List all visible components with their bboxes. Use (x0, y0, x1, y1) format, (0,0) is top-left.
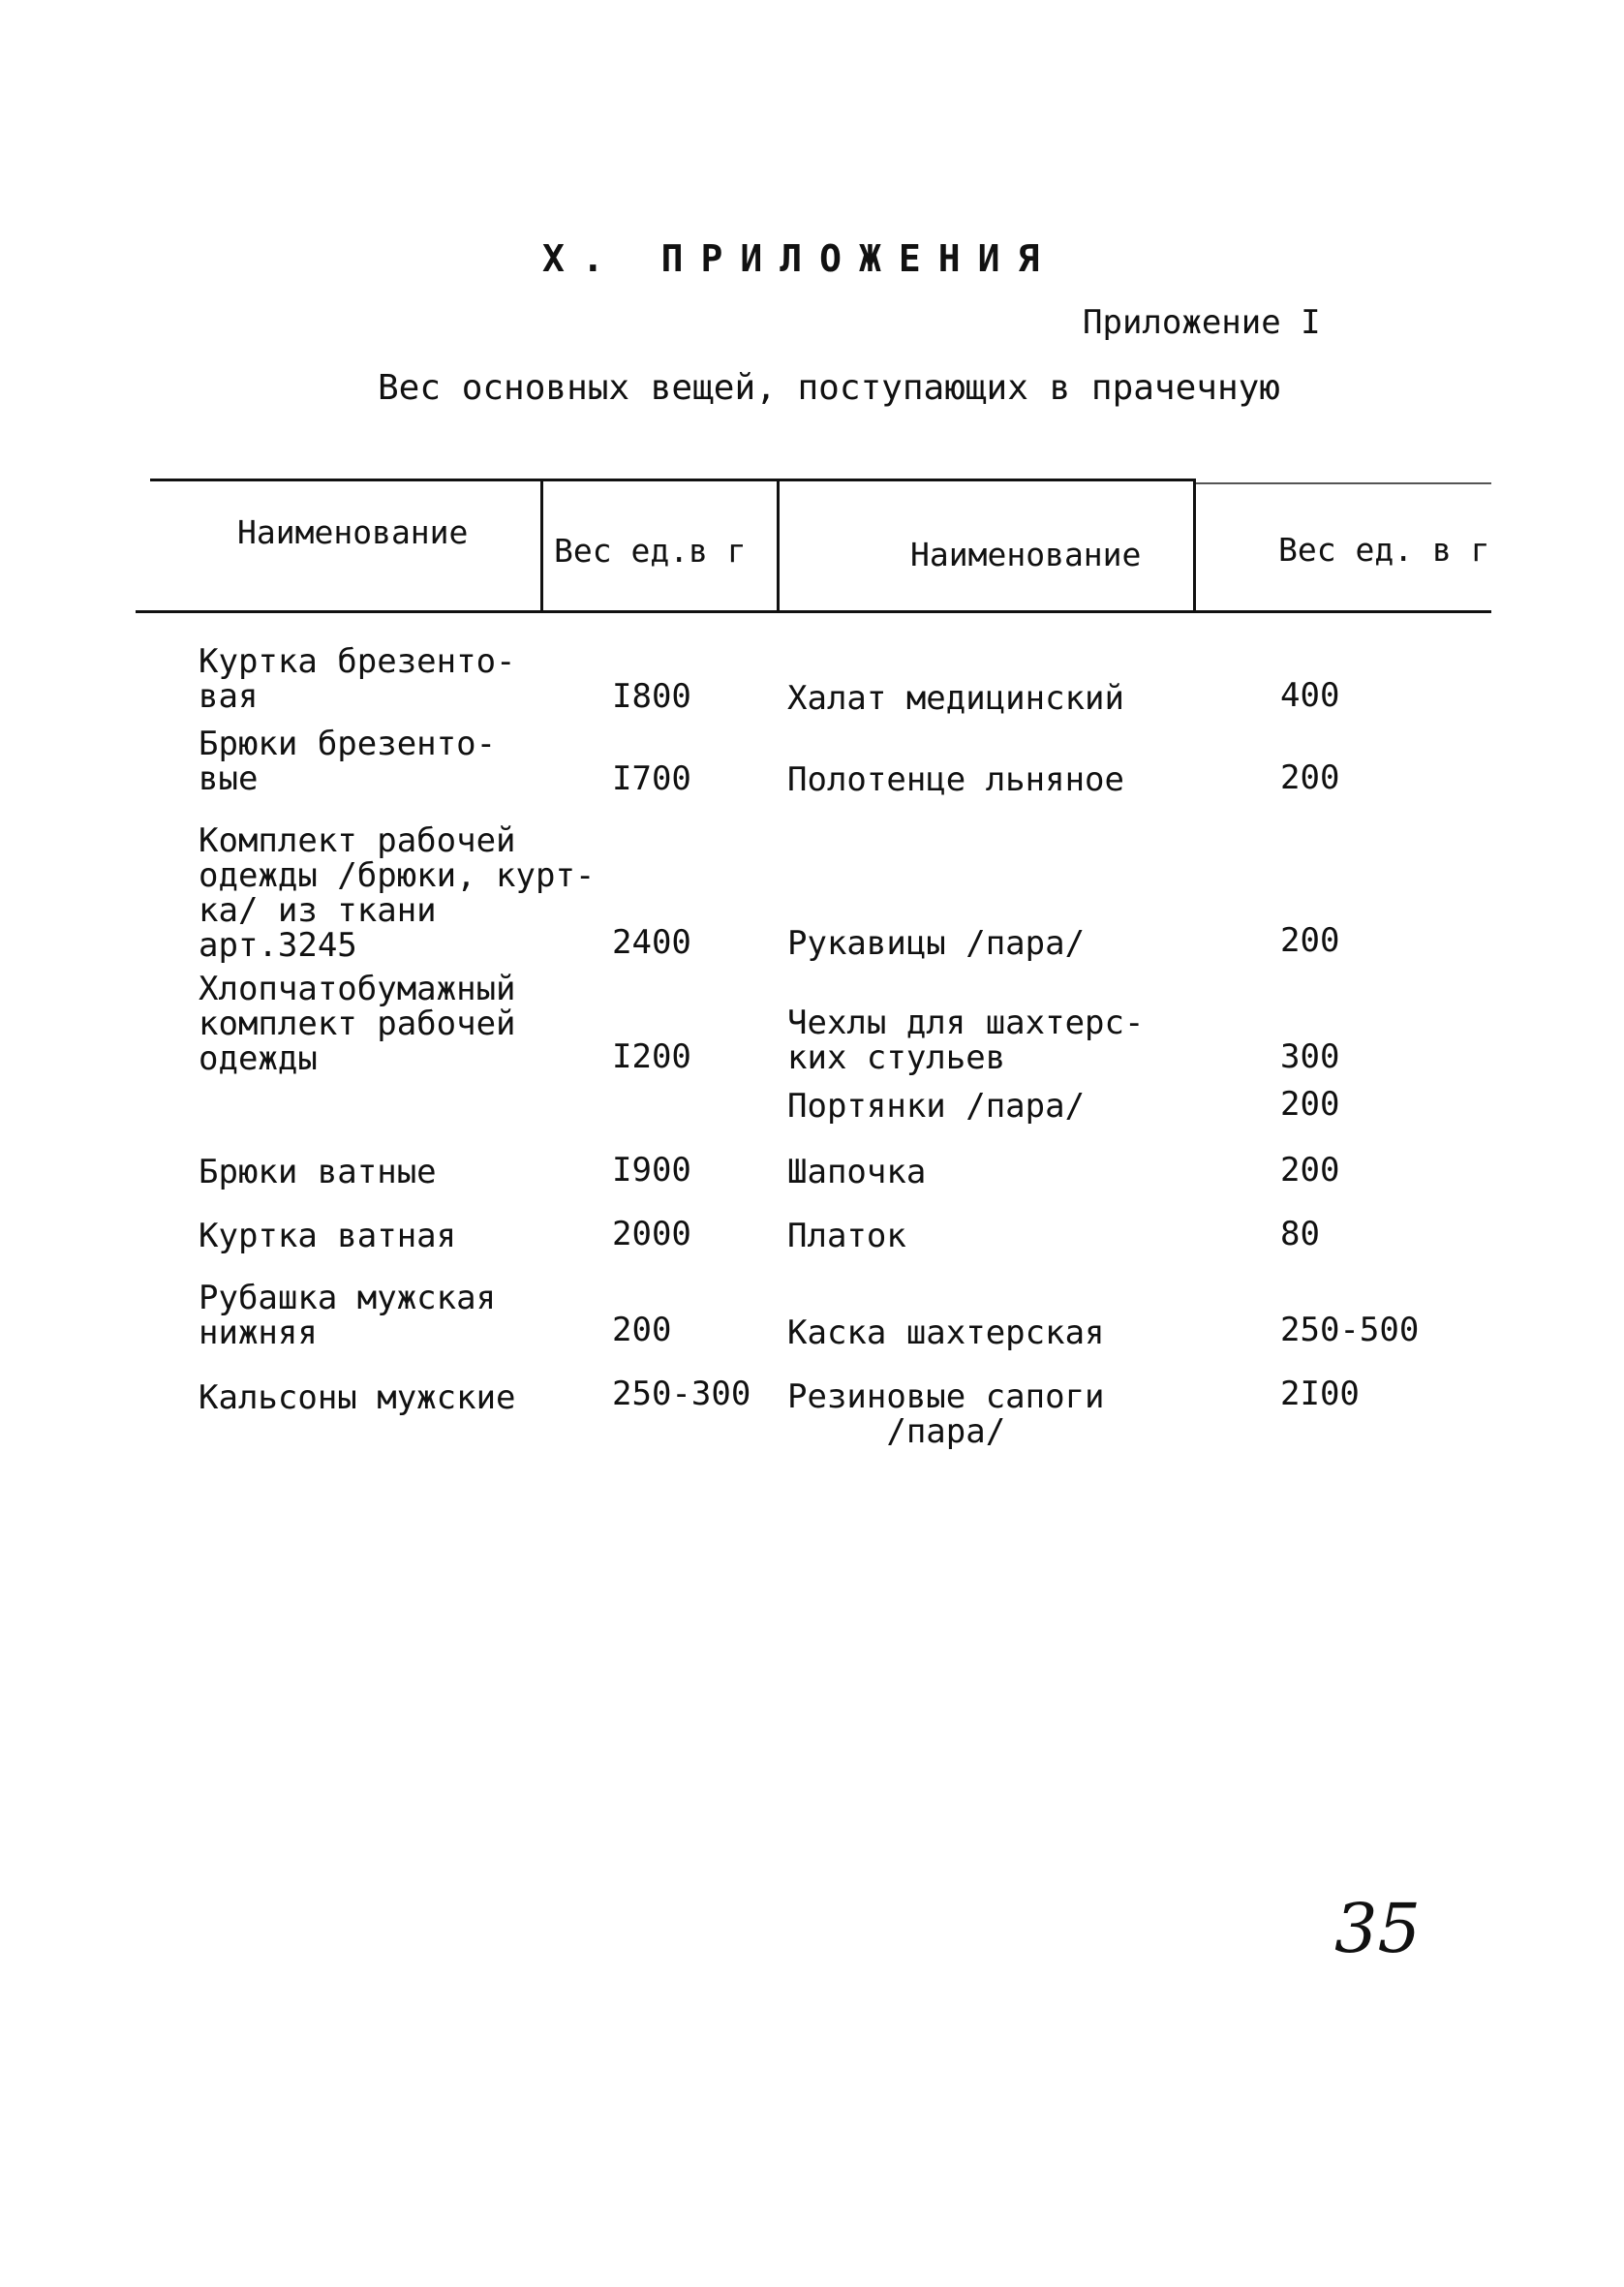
right-item-name: Резиновые сапоги /пара/ (787, 1377, 1105, 1451)
right-item-name: Платок (787, 1217, 906, 1255)
left-item-name: Рубашка мужская нижняя (199, 1279, 497, 1352)
right-item-weight: 2I00 (1280, 1375, 1360, 1413)
right-item-weight: 300 (1280, 1037, 1340, 1076)
left-item-name: Брюки ватные (199, 1153, 437, 1191)
page-number: 35 (1334, 1889, 1422, 1968)
left-item-weight: 200 (612, 1311, 672, 1349)
right-item-weight: 200 (1280, 1151, 1340, 1190)
left-item-weight: I900 (612, 1151, 691, 1190)
left-item-name: Комплект рабочей одежды /брюки, курт- ка/ из ткани арт.3245 (199, 821, 596, 965)
header-left-weight: Вес ед.в г (554, 532, 747, 570)
right-item-weight: 80 (1280, 1215, 1320, 1253)
left-item-weight: I200 (612, 1037, 691, 1076)
header-right-name: Наименование (910, 536, 1142, 573)
header-divider-2 (777, 480, 780, 610)
right-item-name: Каска шахтерская (787, 1313, 1105, 1352)
right-item-name: Халат медицинский (787, 679, 1124, 718)
right-item-weight: 250-500 (1280, 1311, 1420, 1349)
right-item-name: Портянки /пара/ (787, 1087, 1086, 1126)
header-right-weight: Вес ед. в г (1278, 531, 1490, 569)
right-item-name: Полотенце льняное (787, 760, 1124, 799)
table-header-bottom-rule (136, 610, 1491, 613)
appendix-label: Приложение I (1083, 303, 1321, 342)
right-item-name: Шапочка (787, 1153, 927, 1191)
left-item-name: Хлопчатобумажный комплект рабочей одежды (199, 970, 516, 1078)
table-top-rule-faded (1196, 482, 1491, 484)
left-item-name: Куртка брезенто- вая (199, 642, 516, 716)
header-divider-3 (1193, 480, 1196, 610)
right-item-weight: 200 (1280, 1085, 1340, 1124)
left-item-name: Куртка ватная (199, 1217, 457, 1255)
right-item-weight: 400 (1280, 676, 1340, 715)
right-item-weight: 200 (1280, 758, 1340, 797)
left-item-weight: 2400 (612, 923, 691, 962)
right-item-name: Чехлы для шахтерс- ких стульев (787, 1004, 1145, 1077)
left-item-name: Кальсоны мужские (199, 1378, 516, 1417)
left-item-weight: I700 (612, 759, 691, 798)
right-item-name: Рукавицы /пара/ (787, 924, 1086, 963)
left-item-weight: 250-300 (612, 1375, 751, 1413)
header-divider-1 (540, 480, 543, 610)
left-item-name: Брюки брезенто- вые (199, 725, 497, 798)
header-left-name: Наименование (237, 513, 469, 551)
document-title: Вес основных вещей, поступающих в прачечную (378, 368, 1280, 408)
left-item-weight: I800 (612, 677, 691, 716)
table-top-rule (150, 479, 1196, 481)
section-title: X. ПРИЛОЖЕНИЯ (542, 237, 1057, 280)
left-item-weight: 2000 (612, 1215, 691, 1253)
right-item-weight: 200 (1280, 921, 1340, 960)
